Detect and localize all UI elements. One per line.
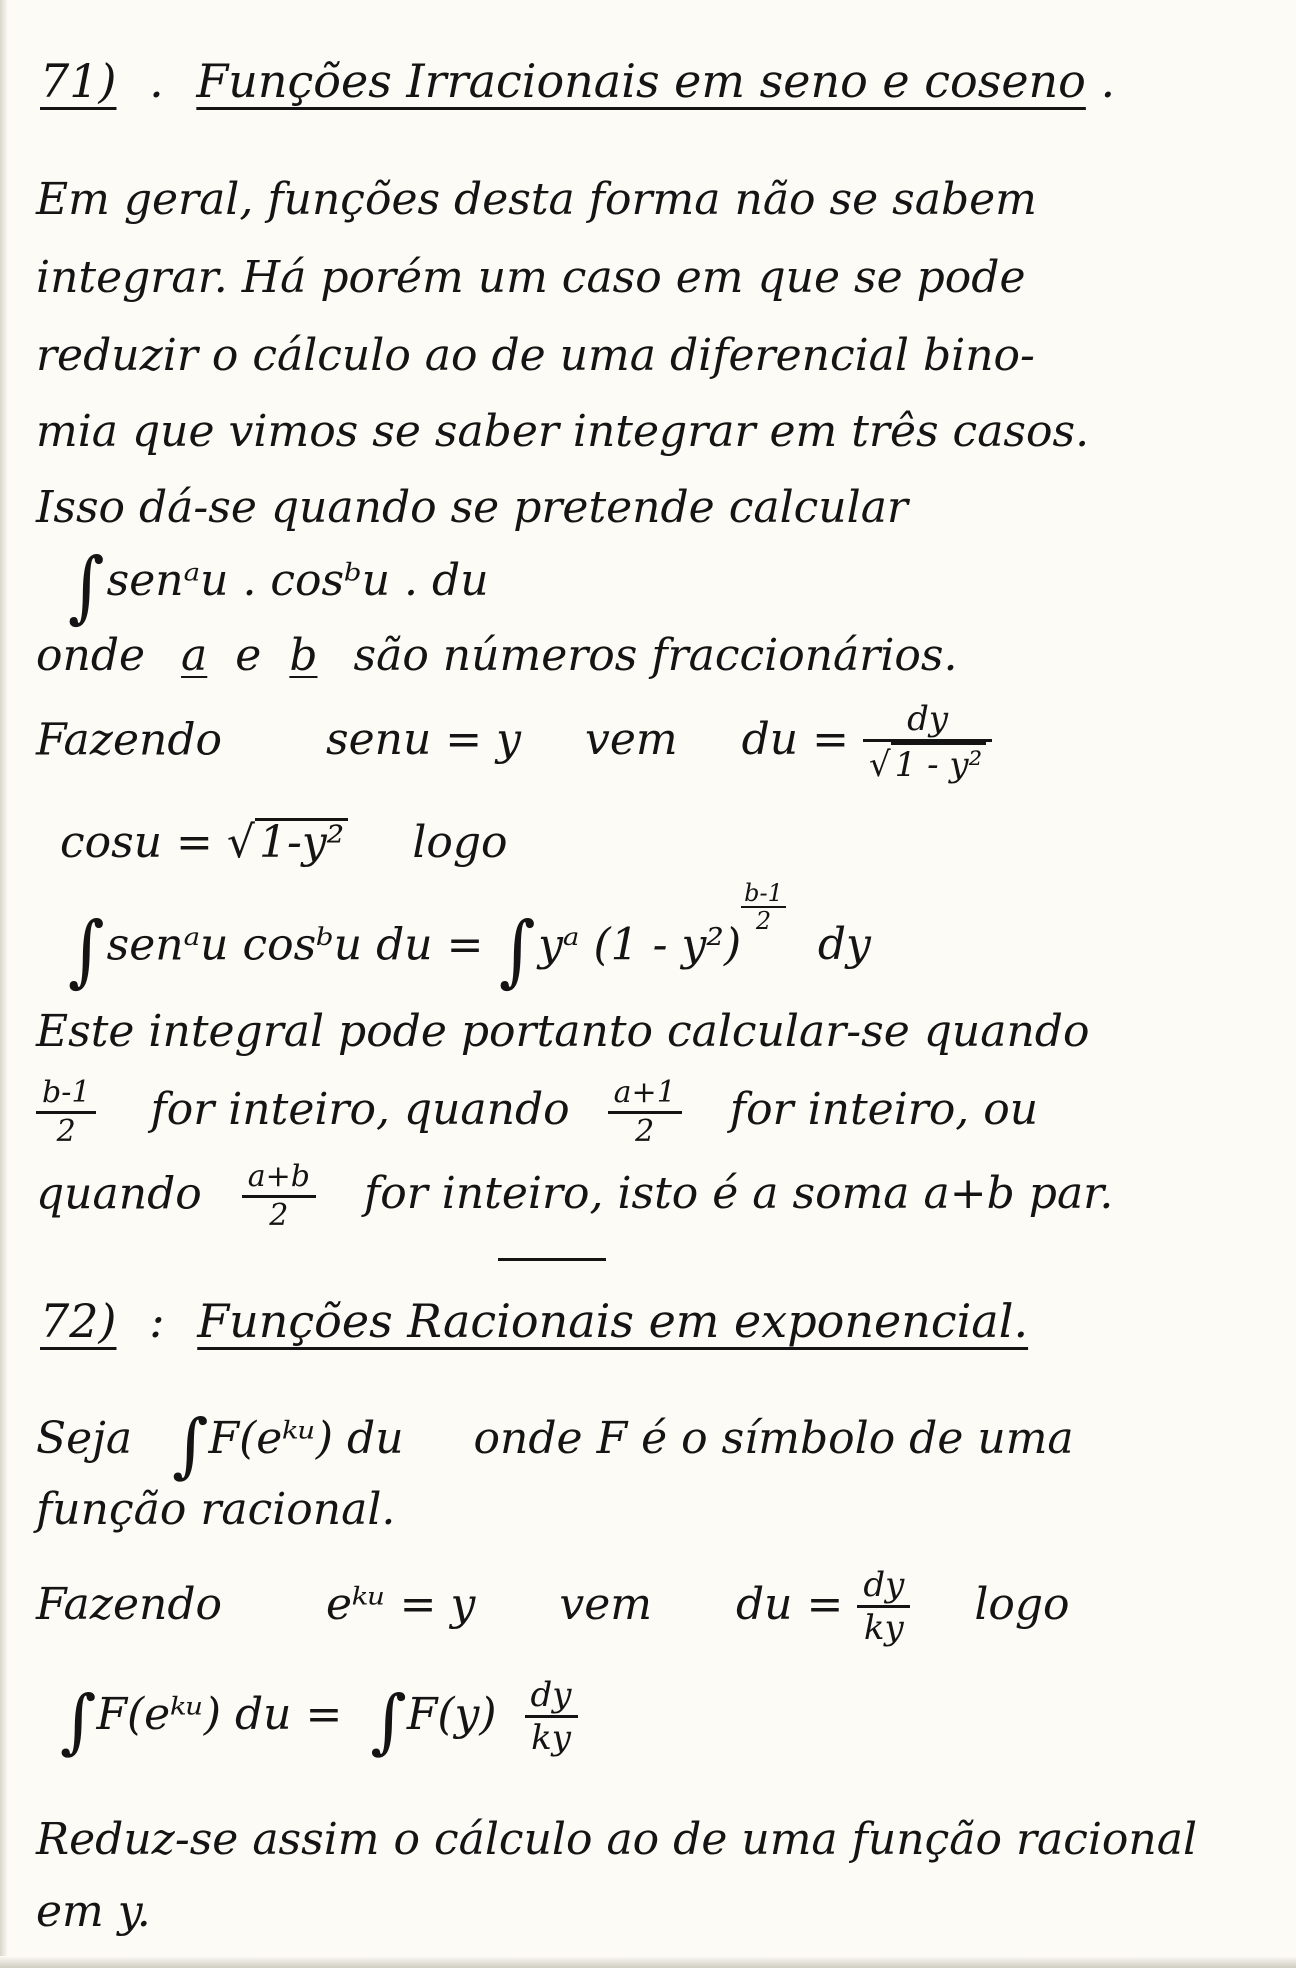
- vem-label: vem: [585, 714, 678, 766]
- integral-rhs: yᵃ (1 - y²): [538, 919, 742, 971]
- integral-expression: senᵃu . cosᵇu . du: [106, 555, 489, 606]
- final-line-1: Reduz-se assim o cálculo ao de uma função racional: [36, 1814, 1198, 1865]
- fazendo-line-72: [36, 1566, 1070, 1649]
- conclusion-text-2a: for inteiro, quando: [150, 1084, 570, 1136]
- seja-line: [36, 1404, 1074, 1486]
- substitution-seno: senu = y: [326, 714, 521, 766]
- conclusion-text-3b: for inteiro, isto é a soma a+b par.: [363, 1168, 1114, 1220]
- du-equals: du =: [741, 714, 849, 766]
- onde-suffix: são números fraccionários.: [353, 630, 958, 681]
- conclusion-line-1: Este integral pode portanto calcular-se quando: [36, 1006, 1090, 1057]
- cos-substitution-line: cosu = √1-y² logo: [60, 817, 508, 868]
- integral-F-exp: F(eᵏᵘ) du: [208, 1413, 404, 1464]
- fazendo-line-71: [36, 700, 992, 786]
- integral-sign-icon: ∫: [172, 1404, 209, 1486]
- conclusion-text-2b: for inteiro, ou: [729, 1084, 1039, 1136]
- seja-rest: onde F é o símbolo de uma: [473, 1413, 1074, 1464]
- word-e: e: [235, 630, 262, 681]
- var-a: a: [181, 630, 208, 681]
- fazendo-label: Fazendo: [36, 714, 222, 766]
- onde-line: [36, 630, 958, 681]
- exponent-fraction: $\frac{b-1}{2}$: [741, 880, 786, 935]
- conclusion-line-2: [36, 1076, 1038, 1150]
- text-line-4: mia que vimos se saber integrar em três casos.: [36, 406, 1090, 457]
- integral-rhs: F(y): [406, 1688, 497, 1740]
- conclusion-line-3: [36, 1160, 1113, 1234]
- section-71-heading: 71) . Funções Irracionais em seno e coseno .: [40, 54, 1116, 108]
- var-b: b: [289, 630, 318, 681]
- page-bottom-edge: [0, 1956, 1296, 1968]
- section-71-number: 71): [40, 54, 117, 108]
- integral-exp-transform: [60, 1675, 578, 1762]
- cos-lhs: cosu =: [60, 817, 213, 868]
- integral-sign-icon: ∫: [68, 906, 105, 997]
- fazendo-label: Fazendo: [36, 1578, 222, 1630]
- integral-lhs: senᵃu cosᵇu du =: [106, 919, 484, 971]
- dy-fraction: $\frac{dy}{\text{√ 1 - y²}}$: [863, 700, 992, 786]
- section-72-heading: 72) : Funções Racionais em exponencial.: [40, 1294, 1029, 1348]
- final-line-2: em y.: [36, 1886, 151, 1937]
- section-71-title: Funções Irracionais em seno e coseno: [196, 54, 1086, 108]
- logo-label: logo: [974, 1578, 1070, 1630]
- dy-over-ky-2: $\frac{dy}{ky}$: [525, 1676, 578, 1759]
- integral-sign-icon: ∫: [68, 542, 105, 632]
- frac-b-minus-1: $\frac{b-1}{2}$: [36, 1076, 96, 1150]
- integral-lhs: F(eᵏᵘ) du =: [96, 1688, 343, 1740]
- integral-sen-cos: [66, 542, 489, 632]
- page-edge-shadow: [0, 0, 8, 1968]
- integral-transform-line: [66, 879, 871, 997]
- text-line-3: reduzir o cálculo ao de uma diferencial bino-: [36, 330, 1035, 381]
- vem-label: vem: [559, 1578, 652, 1630]
- text-line-2: integrar. Há porém um caso em que se pode: [36, 252, 1026, 303]
- text-line-1: Em geral, funções desta forma não se sabem: [36, 174, 1037, 225]
- text-line-5: Isso dá-se quando se pretende calcular: [36, 482, 908, 533]
- section-divider: [498, 1258, 606, 1261]
- dy-symbol: dy: [817, 919, 871, 971]
- frac-a-plus-1: $\frac{a+1}{2}$: [608, 1076, 682, 1150]
- conclusion-text-3a: quando: [36, 1168, 202, 1220]
- integral-sign-icon: ∫: [499, 906, 537, 997]
- section-72-number: 72): [40, 1294, 117, 1348]
- substitution-exp: eᵏᵘ = y: [326, 1578, 476, 1630]
- onde-word: onde: [36, 630, 146, 681]
- section-72-title: Funções Racionais em exponencial.: [197, 1294, 1029, 1348]
- cos-radicand: 1-y²: [255, 818, 348, 865]
- logo-label: logo: [412, 817, 508, 868]
- integral-sign-icon: ∫: [370, 1679, 407, 1762]
- dy-over-ky: $\frac{dy}{ky}$: [857, 1566, 910, 1649]
- seja-label: Seja: [36, 1413, 133, 1464]
- funcao-racional-line: função racional.: [36, 1484, 396, 1535]
- frac-a-plus-b: $\frac{a+b}{2}$: [242, 1160, 316, 1234]
- du-equals: du =: [735, 1578, 844, 1630]
- integral-sign-icon: ∫: [60, 1679, 97, 1762]
